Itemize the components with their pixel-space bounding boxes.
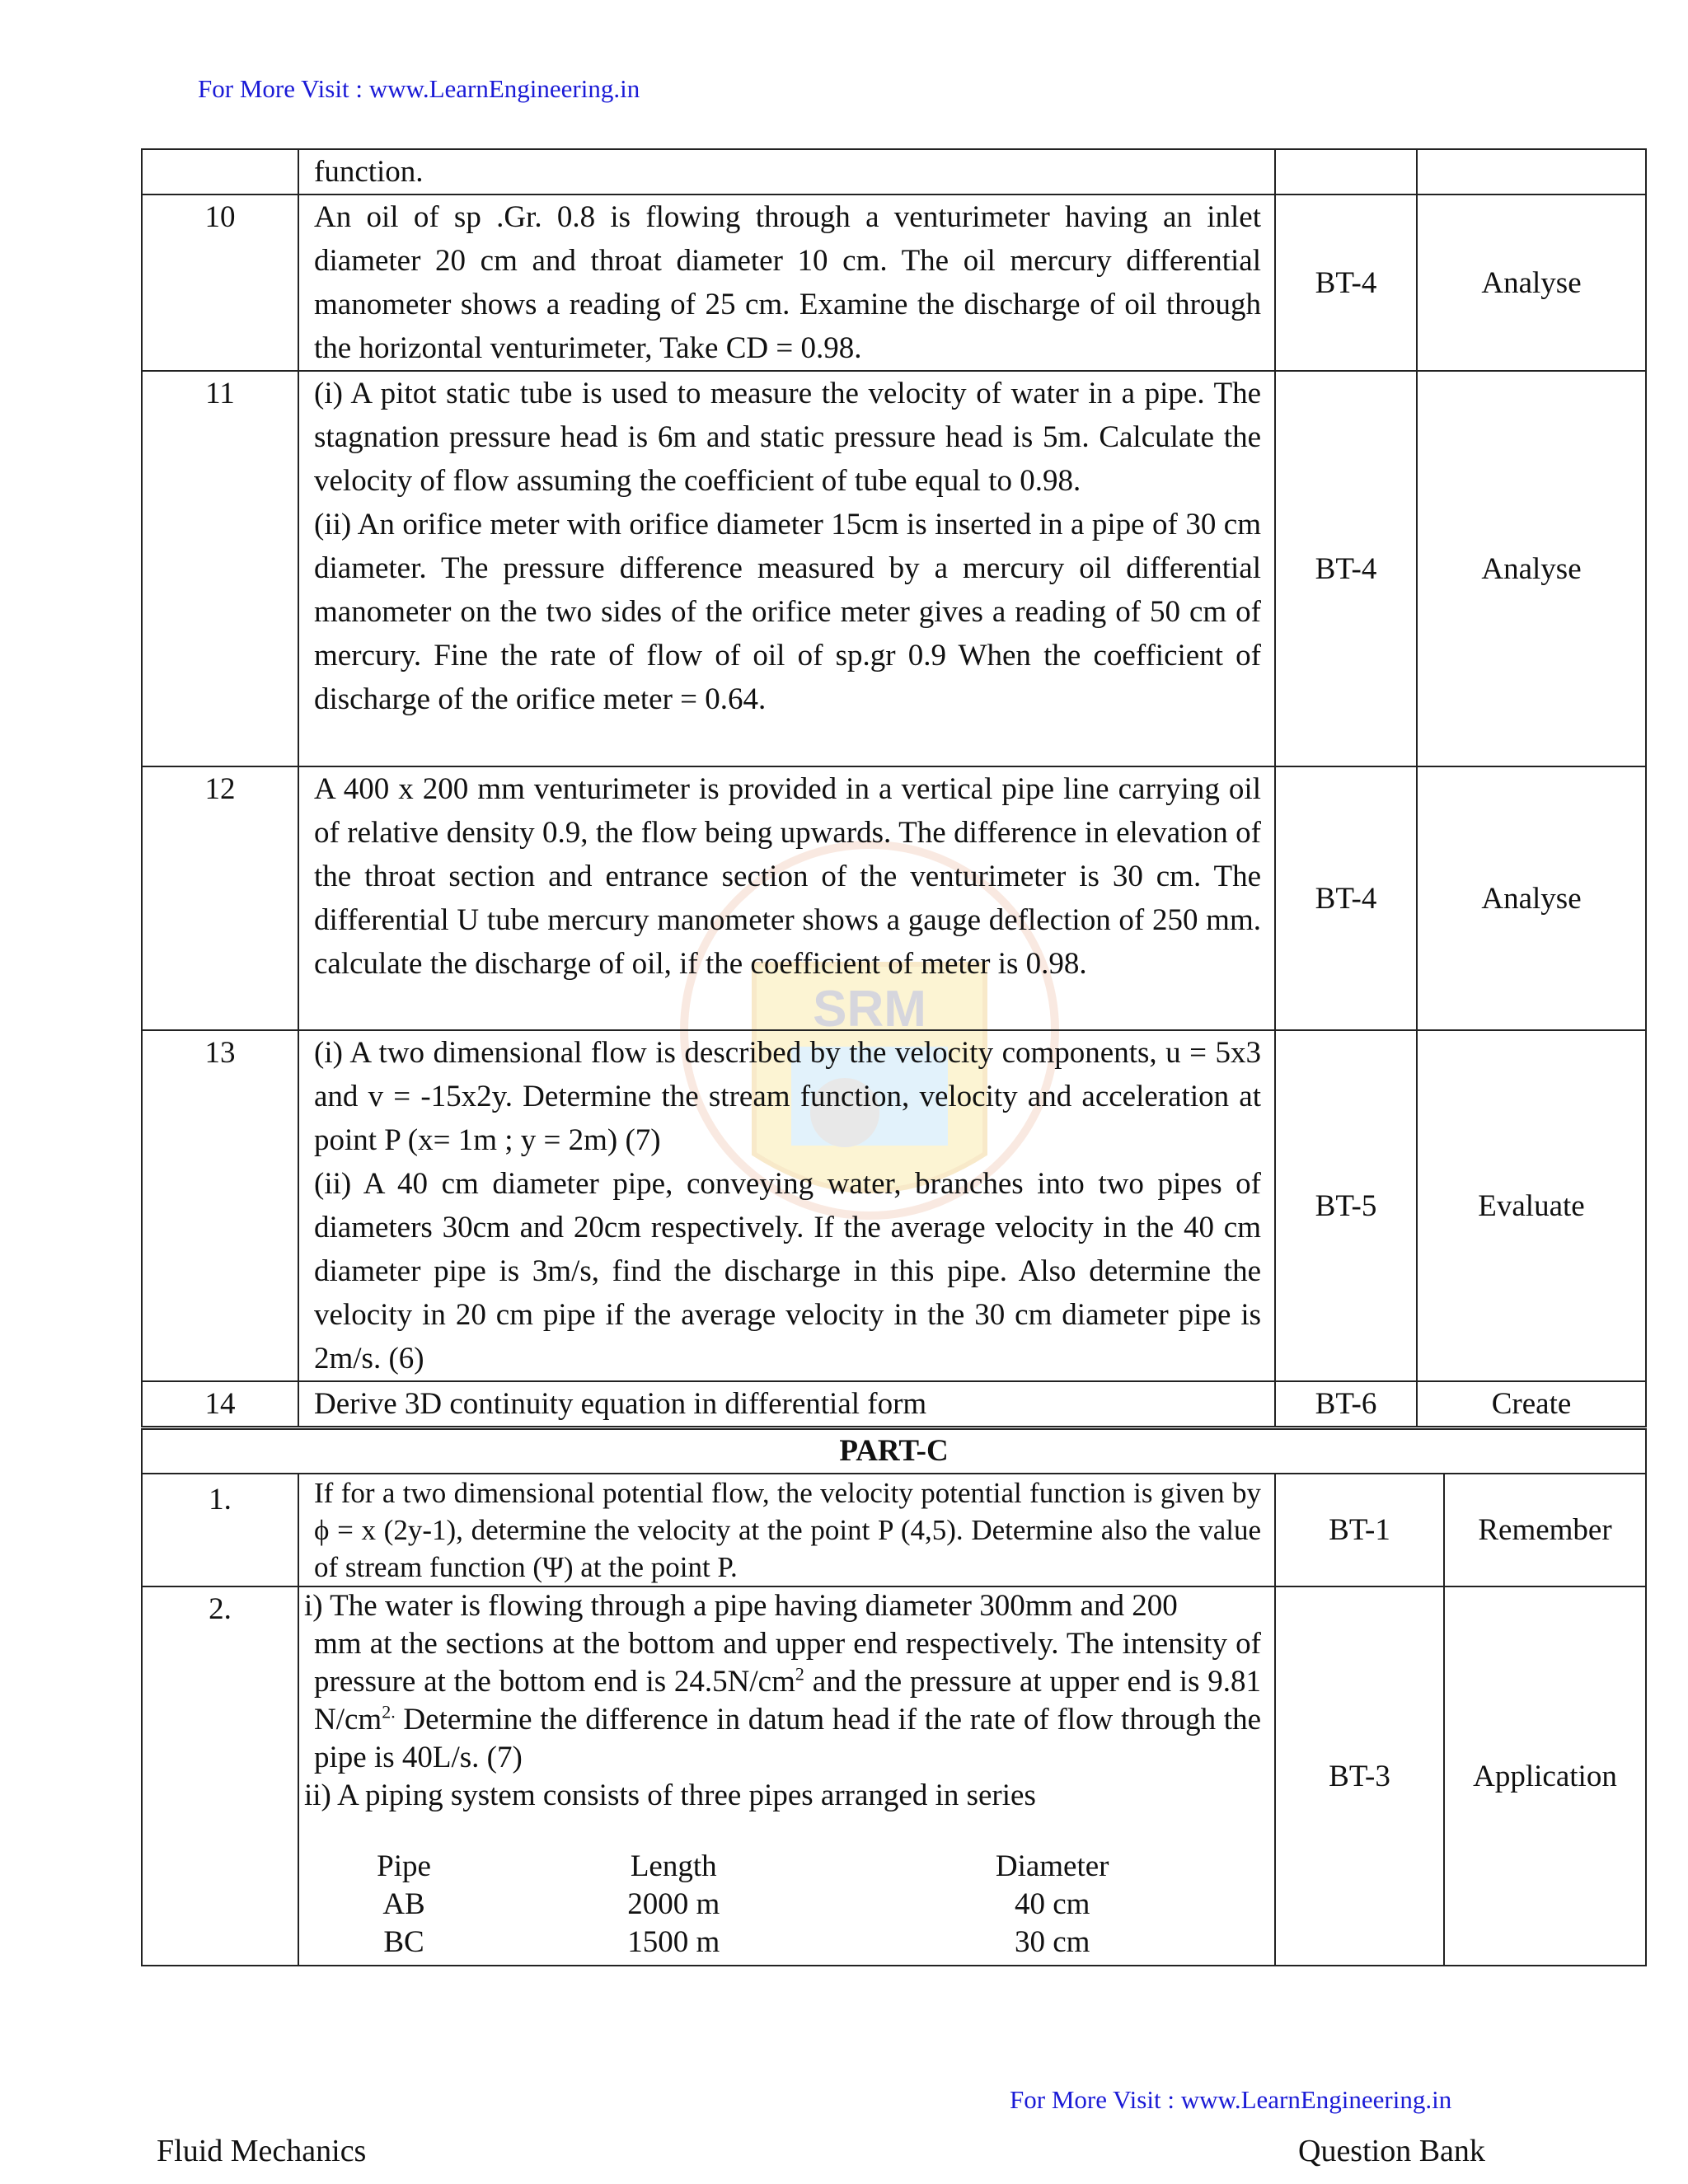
footer-doc-type: Question Bank [1298, 2134, 1485, 2168]
competence: Analyse [1417, 766, 1646, 1030]
question-text: Derive 3D continuity equation in differential form [298, 1381, 1275, 1427]
question-text [298, 1030, 1275, 1381]
question-part-i: i) The water is flowing through a pipe having diameter 300mm and 200 [304, 1589, 1178, 1623]
question-number: 10 [142, 194, 298, 371]
pipe-length: 1500 m [627, 1925, 720, 1959]
question-text [298, 371, 1275, 766]
table-row [142, 766, 1646, 1030]
bt-level: BT-5 [1275, 1030, 1417, 1381]
question-number: 14 [142, 1381, 298, 1427]
pipe-row [304, 1886, 1261, 1924]
table-row [142, 194, 1646, 371]
competence [1417, 149, 1646, 194]
table-row [142, 1586, 1646, 1966]
length-header: Length [630, 1849, 717, 1883]
competence: Create [1417, 1381, 1646, 1427]
question-text: function. [298, 149, 1275, 194]
pipe-name: AB [382, 1887, 425, 1921]
competence: Analyse [1417, 194, 1646, 371]
question-number: 11 [142, 371, 298, 766]
question-part-ii: (ii) A 40 cm diameter pipe, conveying water, branches into two pipes of diameters 30cm and 20cm respectively. If the average velocity in the 40 cm diameter pipe is 3m/s, find the discharge in this pipe. Also determine the velocity in 20 cm pipe if the average velocity in the 30 cm diameter pipe is 2m/s. (6) [314, 1167, 1261, 1376]
question-number [142, 149, 298, 194]
pipe-diameter: 40 cm [1014, 1887, 1090, 1921]
question-text: An oil of sp .Gr. 0.8 is flowing through a venturimeter having an inlet diameter 20 cm and throat diameter 10 cm. The oil mercury differential manometer shows a reading of 25 cm. Examine the discharge of oil through the horizontal venturimeter, Take CD = 0.98. [298, 194, 1275, 371]
question-table-part-b [141, 148, 1647, 1427]
question-part-i: (i) A pitot static tube is used to measure the velocity of water in a pipe. The stagnation pressure head is 6m and static pressure head is 5m. Calculate the velocity of flow assuming the coefficient of tube equal to 0.98. [314, 377, 1261, 498]
question-number: 2. [142, 1586, 298, 1966]
question-text: If for a two dimensional potential flow, the velocity potential function is given by ϕ = x (2y-1), determine the velocity at the point P (4,5). Determine also the value of stream function (Ψ) at the point P. [298, 1474, 1275, 1586]
competence: Application [1444, 1586, 1646, 1966]
bt-level: BT-3 [1275, 1586, 1444, 1966]
footer-link[interactable]: For More Visit : www.LearnEngineering.in [1010, 2085, 1452, 2114]
competence: Analyse [1417, 371, 1646, 766]
bt-level: BT-1 [1275, 1474, 1444, 1586]
pipe-header-row [304, 1848, 1261, 1886]
table-row [142, 149, 1646, 194]
pipe-header: Pipe [377, 1849, 431, 1883]
footer-subject: Fluid Mechanics [157, 2134, 367, 2168]
diameter-header: Diameter [995, 1849, 1109, 1883]
question-text [298, 1586, 1275, 1966]
bt-level: BT-4 [1275, 194, 1417, 371]
part-c-title: PART-C [142, 1429, 1646, 1474]
watermark-text: SRM [813, 981, 926, 1038]
question-table-part-c [141, 1428, 1647, 1966]
bt-level [1275, 149, 1417, 194]
pipe-data-table [304, 1848, 1261, 1961]
bt-level: BT-6 [1275, 1381, 1417, 1427]
table-row [142, 371, 1646, 766]
competence: Evaluate [1417, 1030, 1646, 1381]
pipe-length: 2000 m [627, 1887, 720, 1921]
pipe-diameter: 30 cm [1014, 1925, 1090, 1959]
question-text: A 400 x 200 mm venturimeter is provided in a vertical pipe line carrying oil of relative density 0.9, the flow being upwards. The difference in elevation of the throat section and entrance section of the venturimeter is 30 cm. The differential U tube mercury manometer shows a gauge deflection of 250 mm. calculate the discharge of oil, if the coefficient of meter is 0.98. [298, 766, 1275, 1030]
question-number: 1. [142, 1474, 298, 1586]
question-part-i-continued: mm at the sections at the bottom and upper end respectively. The intensity of pressure at the bottom end is $24.5N/cm^2$ and the pressure at upper end is 9.81 $N/cm^{2.}$ Determine the difference in datum head if the rate of flow through the pipe is 40L/s. (7) [314, 1627, 1261, 1774]
table-row [142, 1474, 1646, 1586]
question-part-ii: (ii) An orifice meter with orifice diameter 15cm is inserted in a pipe of 30 cm diameter. The pressure difference measured by a mercury oil differential manometer on the two sides of the orifice meter gives a reading of 50 cm of mercury. Fine the rate of flow of oil of sp.gr 0.9 When the coefficient of discharge of the orifice meter = 0.64. [314, 508, 1261, 716]
bt-level: BT-4 [1275, 766, 1417, 1030]
question-number: 12 [142, 766, 298, 1030]
question-part-i: (i) A two dimensional flow is described by the velocity components, u = 5x3 and v = -15x2y. Determine the stream function, velocity and acceleration at point P (x= 1m ; y = 2m) (7) [314, 1036, 1261, 1157]
competence: Remember [1444, 1474, 1646, 1586]
pipe-row [304, 1924, 1261, 1961]
header-link[interactable]: For More Visit : www.LearnEngineering.in [198, 74, 640, 103]
table-row [142, 1381, 1646, 1427]
table-row [142, 1030, 1646, 1381]
part-c-heading-row [142, 1429, 1646, 1474]
bt-level: BT-4 [1275, 371, 1417, 766]
question-number: 13 [142, 1030, 298, 1381]
pipe-name: BC [383, 1925, 424, 1959]
question-part-ii: ii) A piping system consists of three pipes arranged in series [304, 1779, 1036, 1812]
